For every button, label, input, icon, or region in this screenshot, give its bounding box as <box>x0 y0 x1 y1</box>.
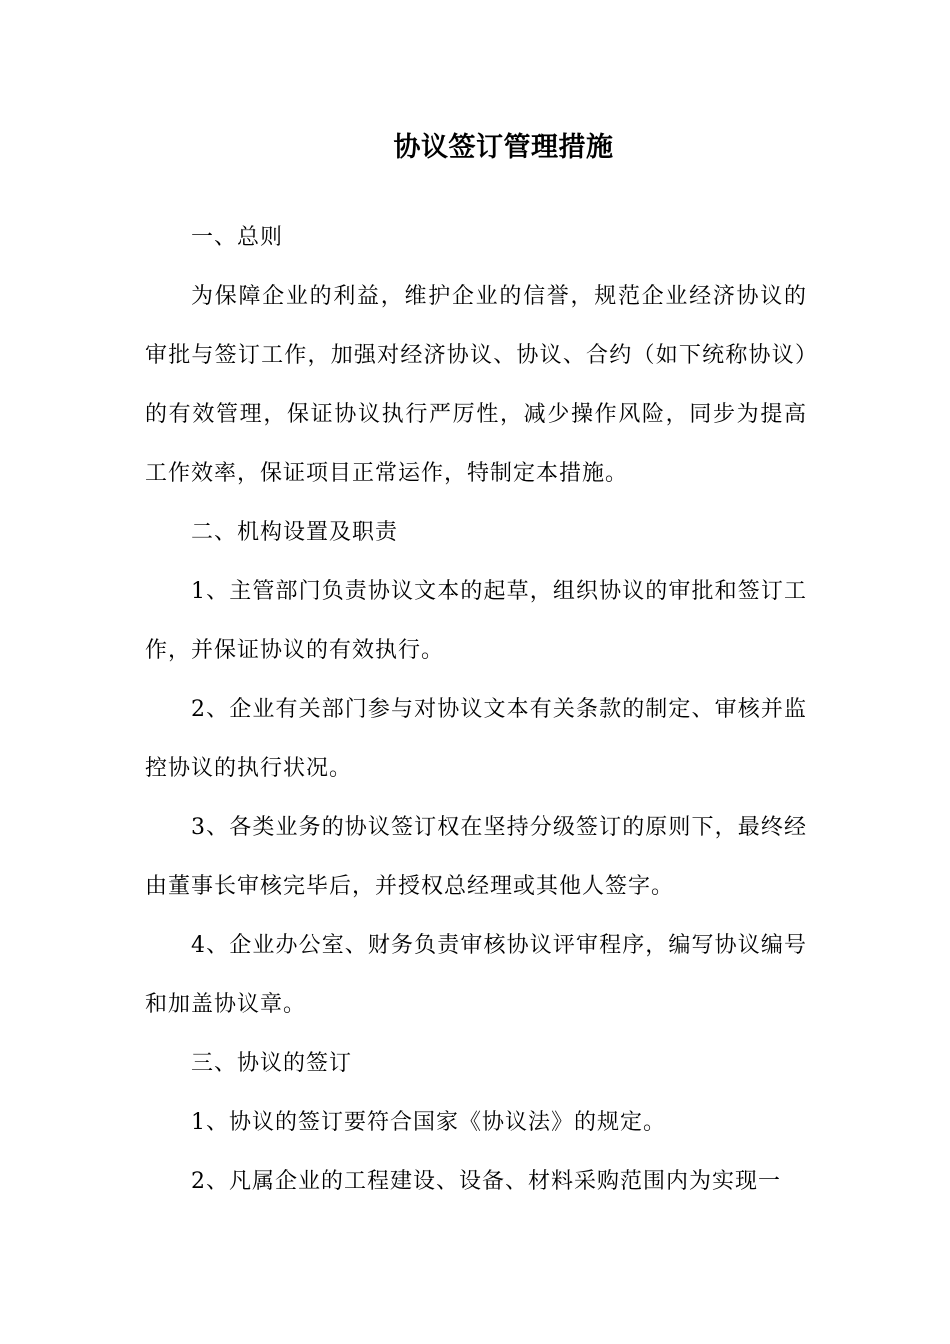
section-heading: 三、协议的签订 <box>191 1051 353 1076</box>
paragraph: 4、企业办公室、财务负责审核协议评审程序，编写协议编号和加盖协议章。 <box>145 933 807 1017</box>
paragraph: 1、主管部门负责协议文本的起草，组织协议的审批和签订工作，并保证协议的有效执行。 <box>145 579 807 663</box>
paragraph: 为保障企业的利益，维护企业的信誉，规范企业经济协议的审批与签订工作，加强对经济协议、协议、合约（如下统称协议）的有效管理，保证协议执行严厉性，减少操作风险，同步为提高工作效率，保证项目正常运作，特制定本措施。 <box>145 284 807 486</box>
section-heading: 一、总则 <box>191 225 284 250</box>
document-body <box>145 208 807 1211</box>
paragraph: 2、凡属企业的工程建设、设备、材料采购范围内为实现一 <box>191 1169 781 1194</box>
section-heading: 二、机构设置及职责 <box>191 520 399 545</box>
document-title: 协议签订管理措施 <box>393 132 614 163</box>
paragraph: 3、各类业务的协议签订权在坚持分级签订的原则下，最终经由董事长审核完毕后，并授权总经理或其他人签字。 <box>145 815 807 899</box>
paragraph: 1、协议的签订要符合国家《协议法》的规定。 <box>191 1110 666 1135</box>
paragraph: 2、企业有关部门参与对协议文本有关条款的制定、审核并监控协议的执行状况。 <box>145 697 807 781</box>
